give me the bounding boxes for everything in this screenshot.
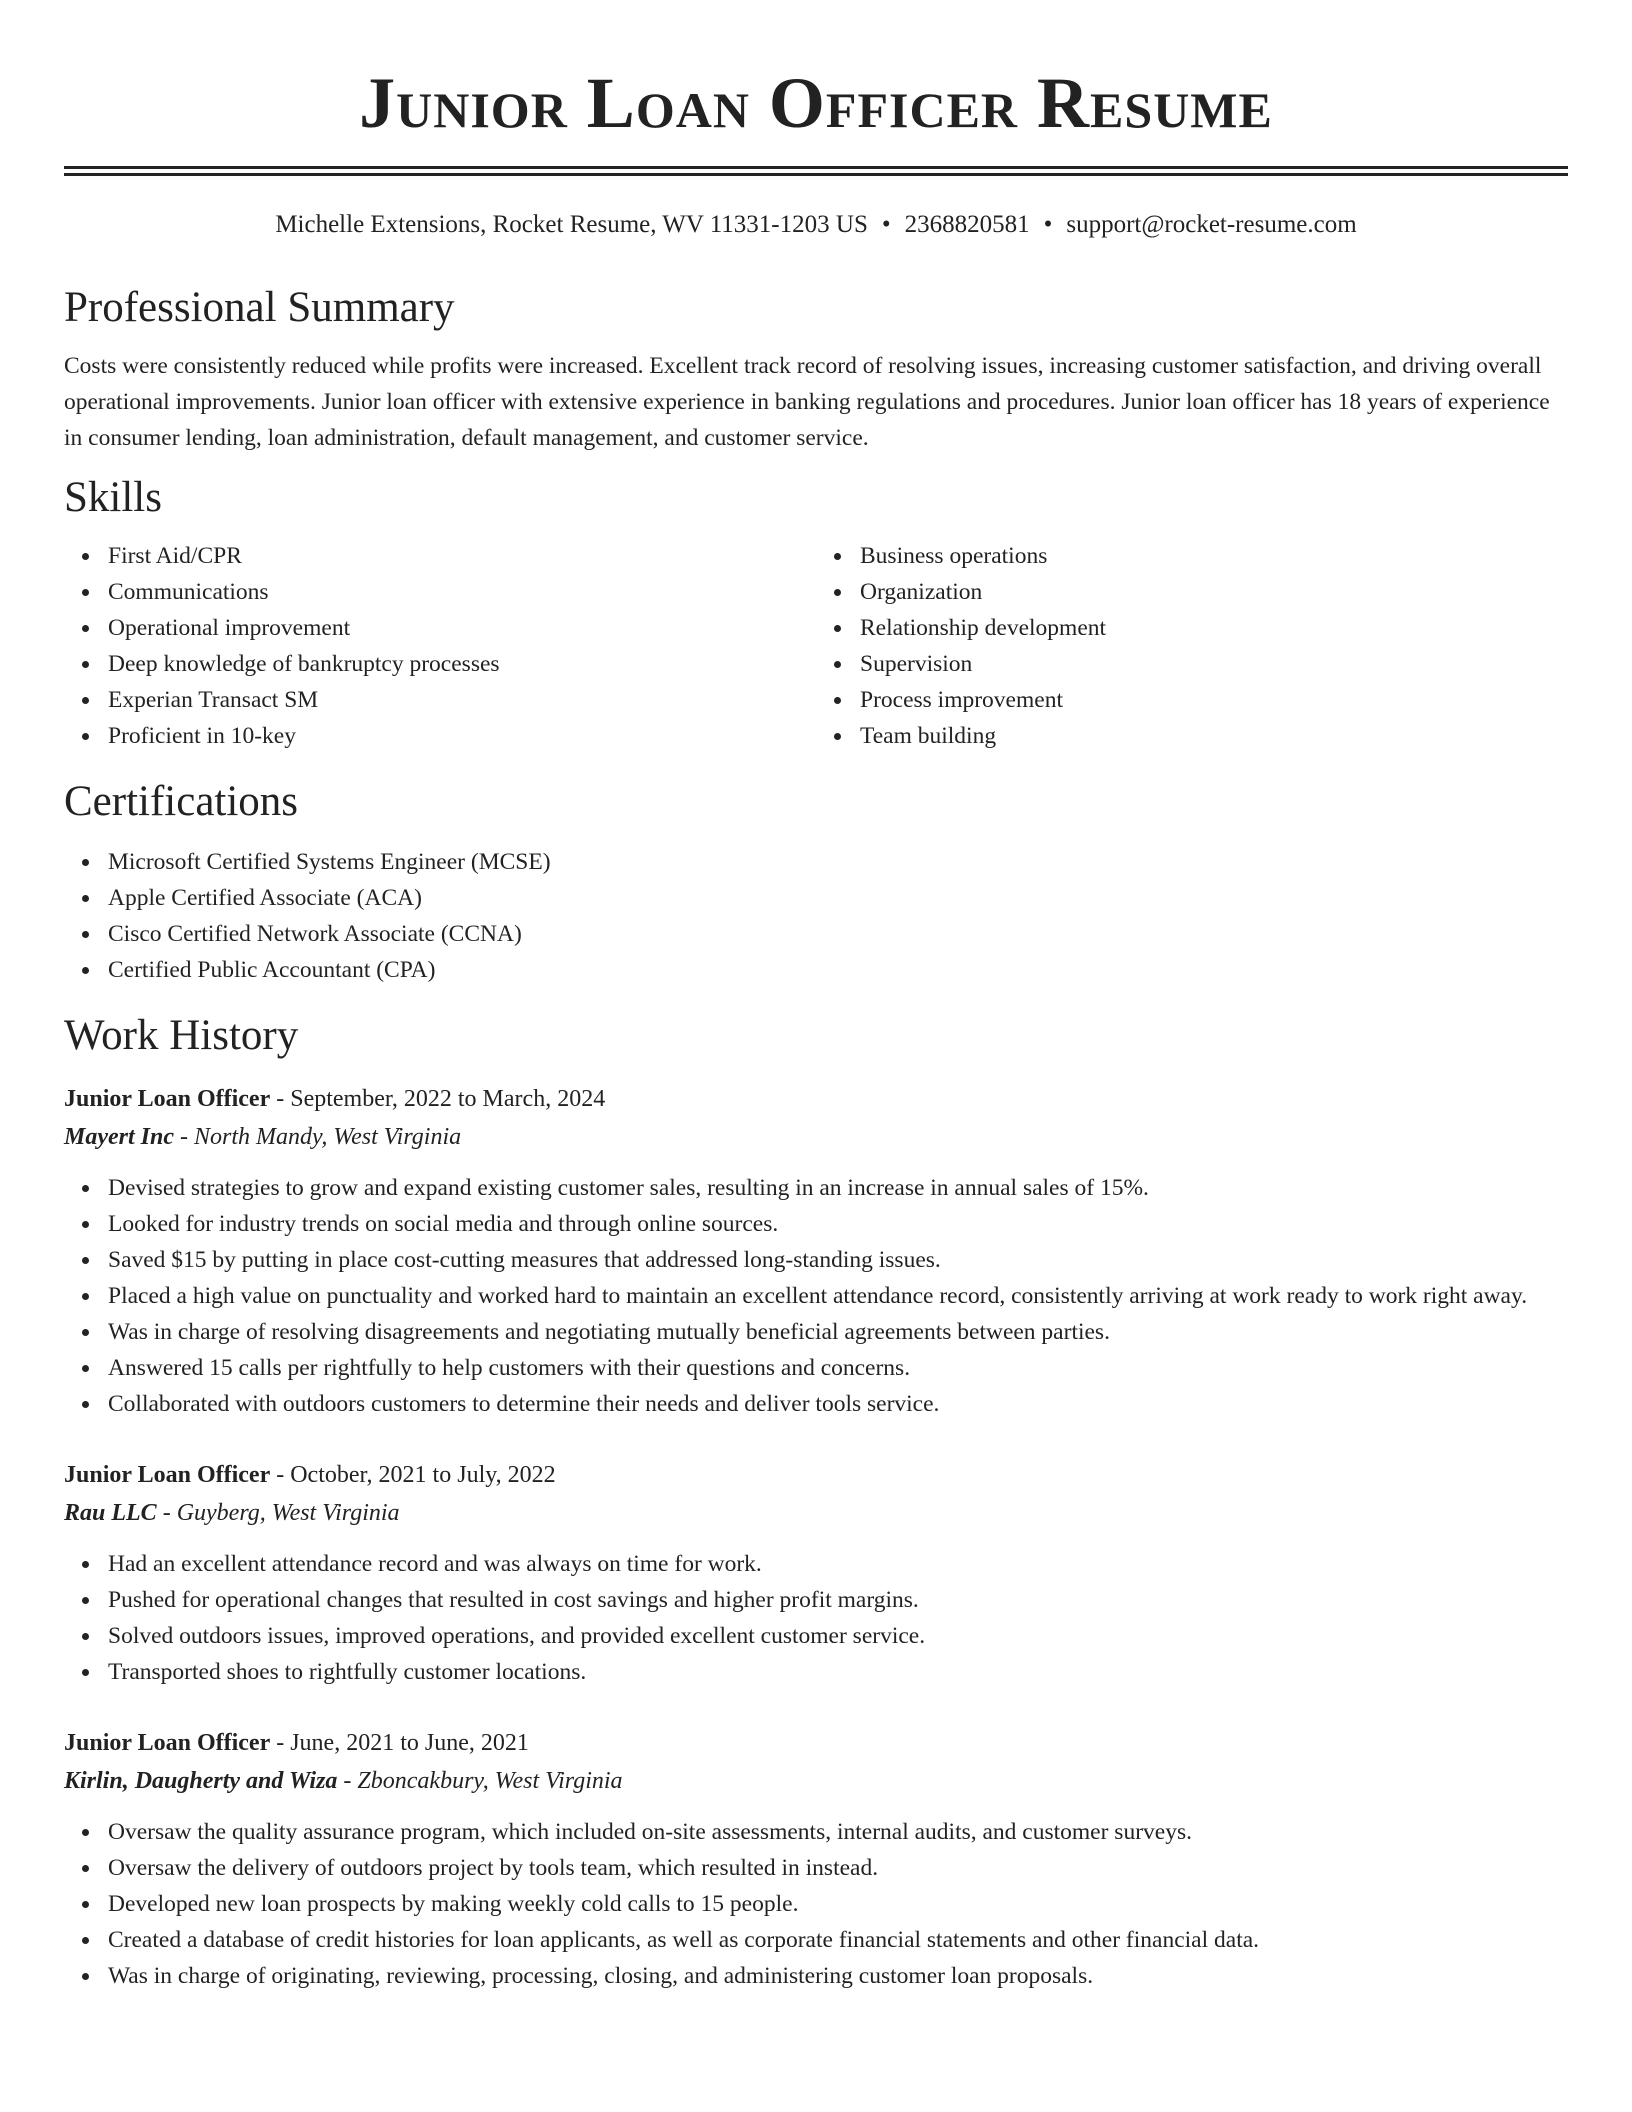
summary-heading: Professional Summary [64, 284, 455, 331]
job-company: Kirlin, Daugherty and Wiza [64, 1768, 338, 1794]
job-bullet: Oversaw the quality assurance program, which included on-site assessments, internal audits, and customer surveys. [108, 1814, 1568, 1850]
job-dash: - [270, 1730, 291, 1756]
job-header [64, 1080, 1568, 1118]
certification-item: Cisco Certified Network Associate (CCNA) [108, 916, 1568, 952]
contact-email: support@rocket-resume.com [1066, 211, 1357, 238]
contact-phone: 2368820581 [904, 211, 1030, 238]
job-bullet: Pushed for operational changes that resulted in cost savings and higher profit margins. [108, 1582, 1568, 1618]
job-dash: - [174, 1124, 194, 1150]
skill-item: Process improvement [860, 682, 1568, 718]
certification-item: Certified Public Accountant (CPA) [108, 952, 1568, 988]
contact-separator: • [881, 211, 891, 238]
certification-item: Microsoft Certified Systems Engineer (MCSE) [108, 844, 1568, 880]
job-bullet: Oversaw the delivery of outdoors project by tools team, which resulted in instead. [108, 1850, 1568, 1886]
skill-item: Operational improvement [108, 610, 816, 646]
job-dash: - [337, 1768, 358, 1794]
skill-item: Experian Transact SM [108, 682, 816, 718]
job-company: Mayert Inc [64, 1124, 174, 1150]
job-employer [64, 1118, 1568, 1156]
skills-list-right [816, 538, 1568, 754]
resume-page [64, 0, 1568, 1994]
job-entry [64, 1724, 1568, 1994]
skill-item: Relationship development [860, 610, 1568, 646]
certifications-list [64, 844, 1568, 988]
job-bullet: Answered 15 calls per rightfully to help customers with their questions and concerns. [108, 1350, 1568, 1386]
job-dates: October, 2021 to July, 2022 [290, 1462, 556, 1488]
job-bullets [64, 1546, 1568, 1690]
skill-item: Communications [108, 574, 816, 610]
job-employer [64, 1494, 1568, 1532]
work-history-heading: Work History [64, 1012, 299, 1059]
job-bullet: Placed a high value on punctuality and worked hard to maintain an excellent attendance record, consistently arriving at work ready to work right away. [108, 1278, 1568, 1314]
skill-item: First Aid/CPR [108, 538, 816, 574]
job-location: Guyberg, West Virginia [176, 1500, 400, 1526]
job-bullets [64, 1170, 1568, 1422]
skill-item: Proficient in 10-key [108, 718, 816, 754]
job-title: Junior Loan Officer [64, 1730, 271, 1756]
job-bullet: Collaborated with outdoors customers to determine their needs and deliver tools service. [108, 1386, 1568, 1422]
job-bullets [64, 1814, 1568, 1994]
contact-address: Michelle Extensions, Rocket Resume, WV 11331-1203 US [275, 211, 868, 238]
job-bullet: Devised strategies to grow and expand existing customer sales, resulting in an increase in annual sales of 15%. [108, 1170, 1568, 1206]
job-company: Rau LLC [64, 1500, 157, 1526]
skill-item: Supervision [860, 646, 1568, 682]
skills-list-left [64, 538, 816, 754]
skill-item: Deep knowledge of bankruptcy processes [108, 646, 816, 682]
job-bullet: Transported shoes to rightfully customer locations. [108, 1654, 1568, 1690]
job-bullet: Developed new loan prospects by making weekly cold calls to 15 people. [108, 1886, 1568, 1922]
job-header [64, 1456, 1568, 1494]
job-bullet: Had an excellent attendance record and was always on time for work. [108, 1546, 1568, 1582]
summary-text: Costs were consistently reduced while profits were increased. Excellent track record of resolving issues, increasing customer satisfaction, and driving overall operational improvements. Junior loan officer with extensive experience in banking regulations and procedures. Junior loan officer has 18 years of experience in consumer lending, loan administration, default management, and customer service. [64, 353, 1550, 451]
title-divider [64, 166, 1568, 176]
job-dates: September, 2022 to March, 2024 [290, 1086, 606, 1112]
certification-item: Apple Certified Associate (ACA) [108, 880, 1568, 916]
job-title: Junior Loan Officer [64, 1086, 271, 1112]
certifications-heading: Certifications [64, 778, 299, 825]
job-header [64, 1724, 1568, 1762]
job-employer [64, 1762, 1568, 1800]
skills-heading: Skills [64, 474, 162, 521]
job-bullet: Looked for industry trends on social media and through online sources. [108, 1206, 1568, 1242]
contact-line [64, 210, 1568, 240]
skills-columns [64, 538, 1568, 754]
job-bullet: Was in charge of originating, reviewing, processing, closing, and administering customer loan proposals. [108, 1958, 1568, 1994]
resume-title: Junior Loan Officer Resume [359, 63, 1273, 143]
skill-item: Organization [860, 574, 1568, 610]
job-location: North Mandy, West Virginia [194, 1124, 462, 1150]
job-dash: - [270, 1462, 291, 1488]
job-dash: - [270, 1086, 291, 1112]
job-bullet: Was in charge of resolving disagreements and negotiating mutually beneficial agreements between parties. [108, 1314, 1568, 1350]
job-dates: June, 2021 to June, 2021 [290, 1730, 529, 1756]
job-bullet: Solved outdoors issues, improved operations, and provided excellent customer service. [108, 1618, 1568, 1654]
job-location: Zboncakbury, West Virginia [357, 1768, 623, 1794]
job-bullet: Created a database of credit histories for loan applicants, as well as corporate financial statements and other financial data. [108, 1922, 1568, 1958]
skill-item: Team building [860, 718, 1568, 754]
job-title: Junior Loan Officer [64, 1462, 271, 1488]
job-bullet: Saved $15 by putting in place cost-cutting measures that addressed long-standing issues. [108, 1242, 1568, 1278]
skill-item: Business operations [860, 538, 1568, 574]
job-dash: - [156, 1500, 177, 1526]
contact-separator: • [1043, 211, 1053, 238]
job-entry [64, 1456, 1568, 1690]
job-entry [64, 1080, 1568, 1422]
